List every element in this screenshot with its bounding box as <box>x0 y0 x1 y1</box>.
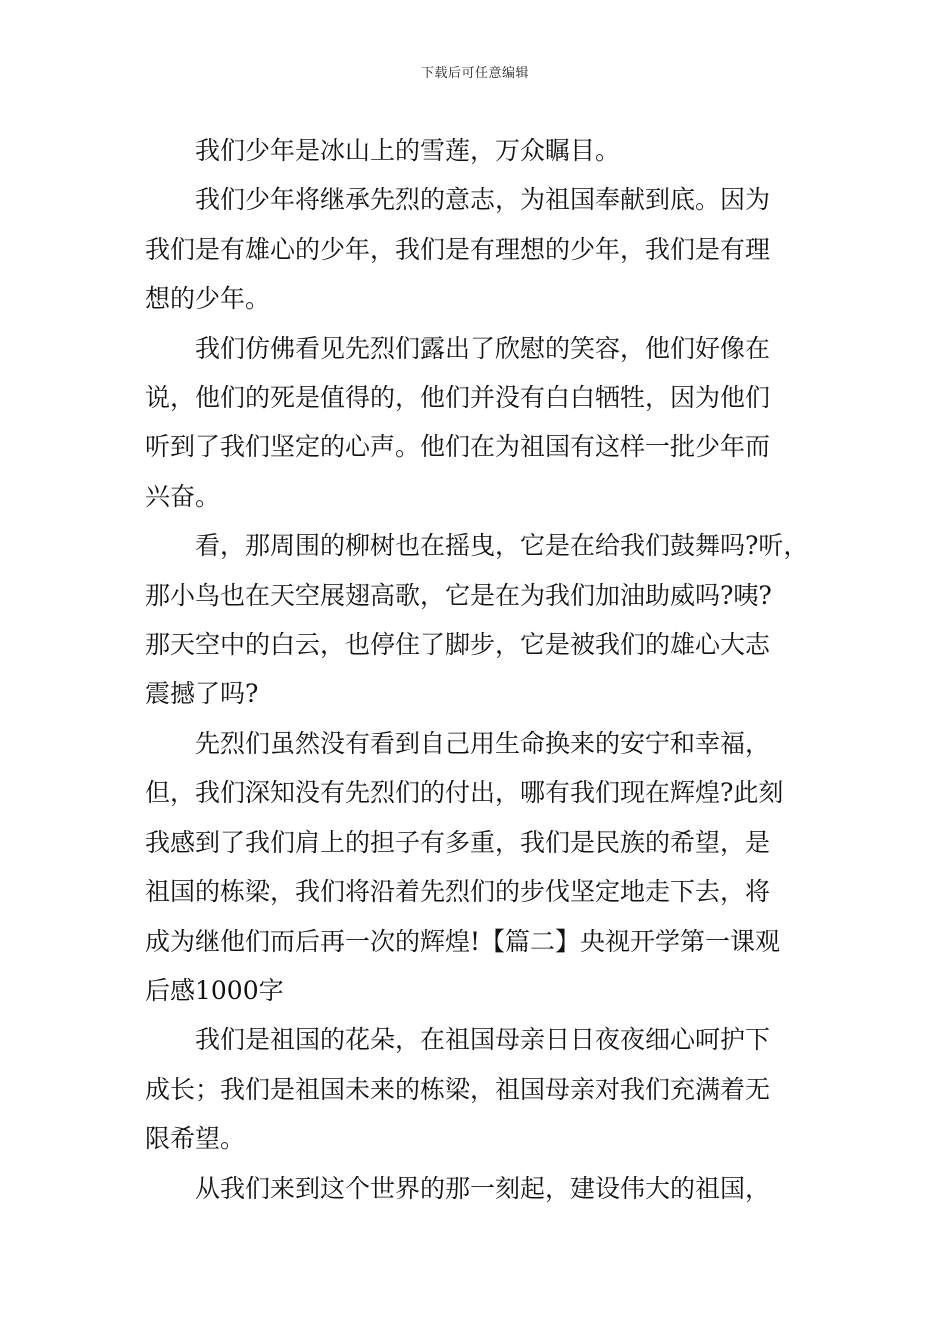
text-line: 我们少年将继承先烈的意志，为祖国奉献到底。因为 <box>195 185 771 215</box>
document-body <box>145 126 810 1213</box>
text-line: 但，我们深知没有先烈们的付出，哪有我们现在辉煌?此刻 <box>145 778 784 808</box>
text-line: 震撼了吗? <box>145 679 259 709</box>
text-line: 我们是祖国的花朵，在祖国母亲日日夜夜细心呵护下 <box>195 1025 771 1055</box>
text-line: 我感到了我们肩上的担子有多重，我们是民族的希望，是 <box>145 827 771 857</box>
paragraph-3 <box>145 324 810 522</box>
text-line: 听到了我们坚定的心声。他们在为祖国有这样一批少年而 <box>145 432 771 462</box>
text-line: 我们少年是冰山上的雪莲，万众瞩目。 <box>195 136 621 165</box>
text-line: 说，他们的死是值得的，他们并没有白白牺牲，因为他们 <box>145 383 771 413</box>
paragraph-4 <box>145 521 810 719</box>
page-header: 下载后可任意编辑 <box>420 66 529 81</box>
text-line: 成为继他们而后再一次的辉煌!【篇二】央视开学第一课观 <box>145 926 781 956</box>
paragraph-7 <box>145 1164 810 1213</box>
paragraph-2 <box>145 175 810 323</box>
text-line: 成长；我们是祖国未来的栋梁，祖国母亲对我们充满着无 <box>145 1074 771 1104</box>
text-line: 我们仿佛看见先烈们露出了欣慰的笑容，他们好像在 <box>195 333 771 363</box>
text-line: 那天空中的白云，也停住了脚步，它是被我们的雄心大志 <box>145 630 771 660</box>
text-line: 想的少年。 <box>145 284 271 314</box>
paragraph-5 <box>145 719 810 1015</box>
text-line: 限希望。 <box>145 1124 246 1154</box>
text-line: 我们是有雄心的少年，我们是有理想的少年，我们是有理 <box>145 234 771 264</box>
paragraph-6 <box>145 1015 810 1163</box>
paragraph-1 <box>145 126 810 175</box>
text-line: 那小鸟也在天空展翅高歌，它是在为我们加油助威吗?咦? <box>145 580 772 610</box>
text-line: 从我们来到这个世界的那一刻起，建设伟大的祖国， <box>195 1173 771 1203</box>
text-line: 后感1000字 <box>145 975 284 1005</box>
text-line: 祖国的栋梁，我们将沿着先烈们的步伐坚定地走下去，将 <box>145 877 771 907</box>
text-line: 看，那周围的柳树也在摇曳，它是在给我们鼓舞吗?听， <box>195 531 809 561</box>
text-line: 兴奋。 <box>145 481 221 511</box>
text-line: 先烈们虽然没有看到自己用生命换来的安宁和幸福， <box>195 728 771 758</box>
